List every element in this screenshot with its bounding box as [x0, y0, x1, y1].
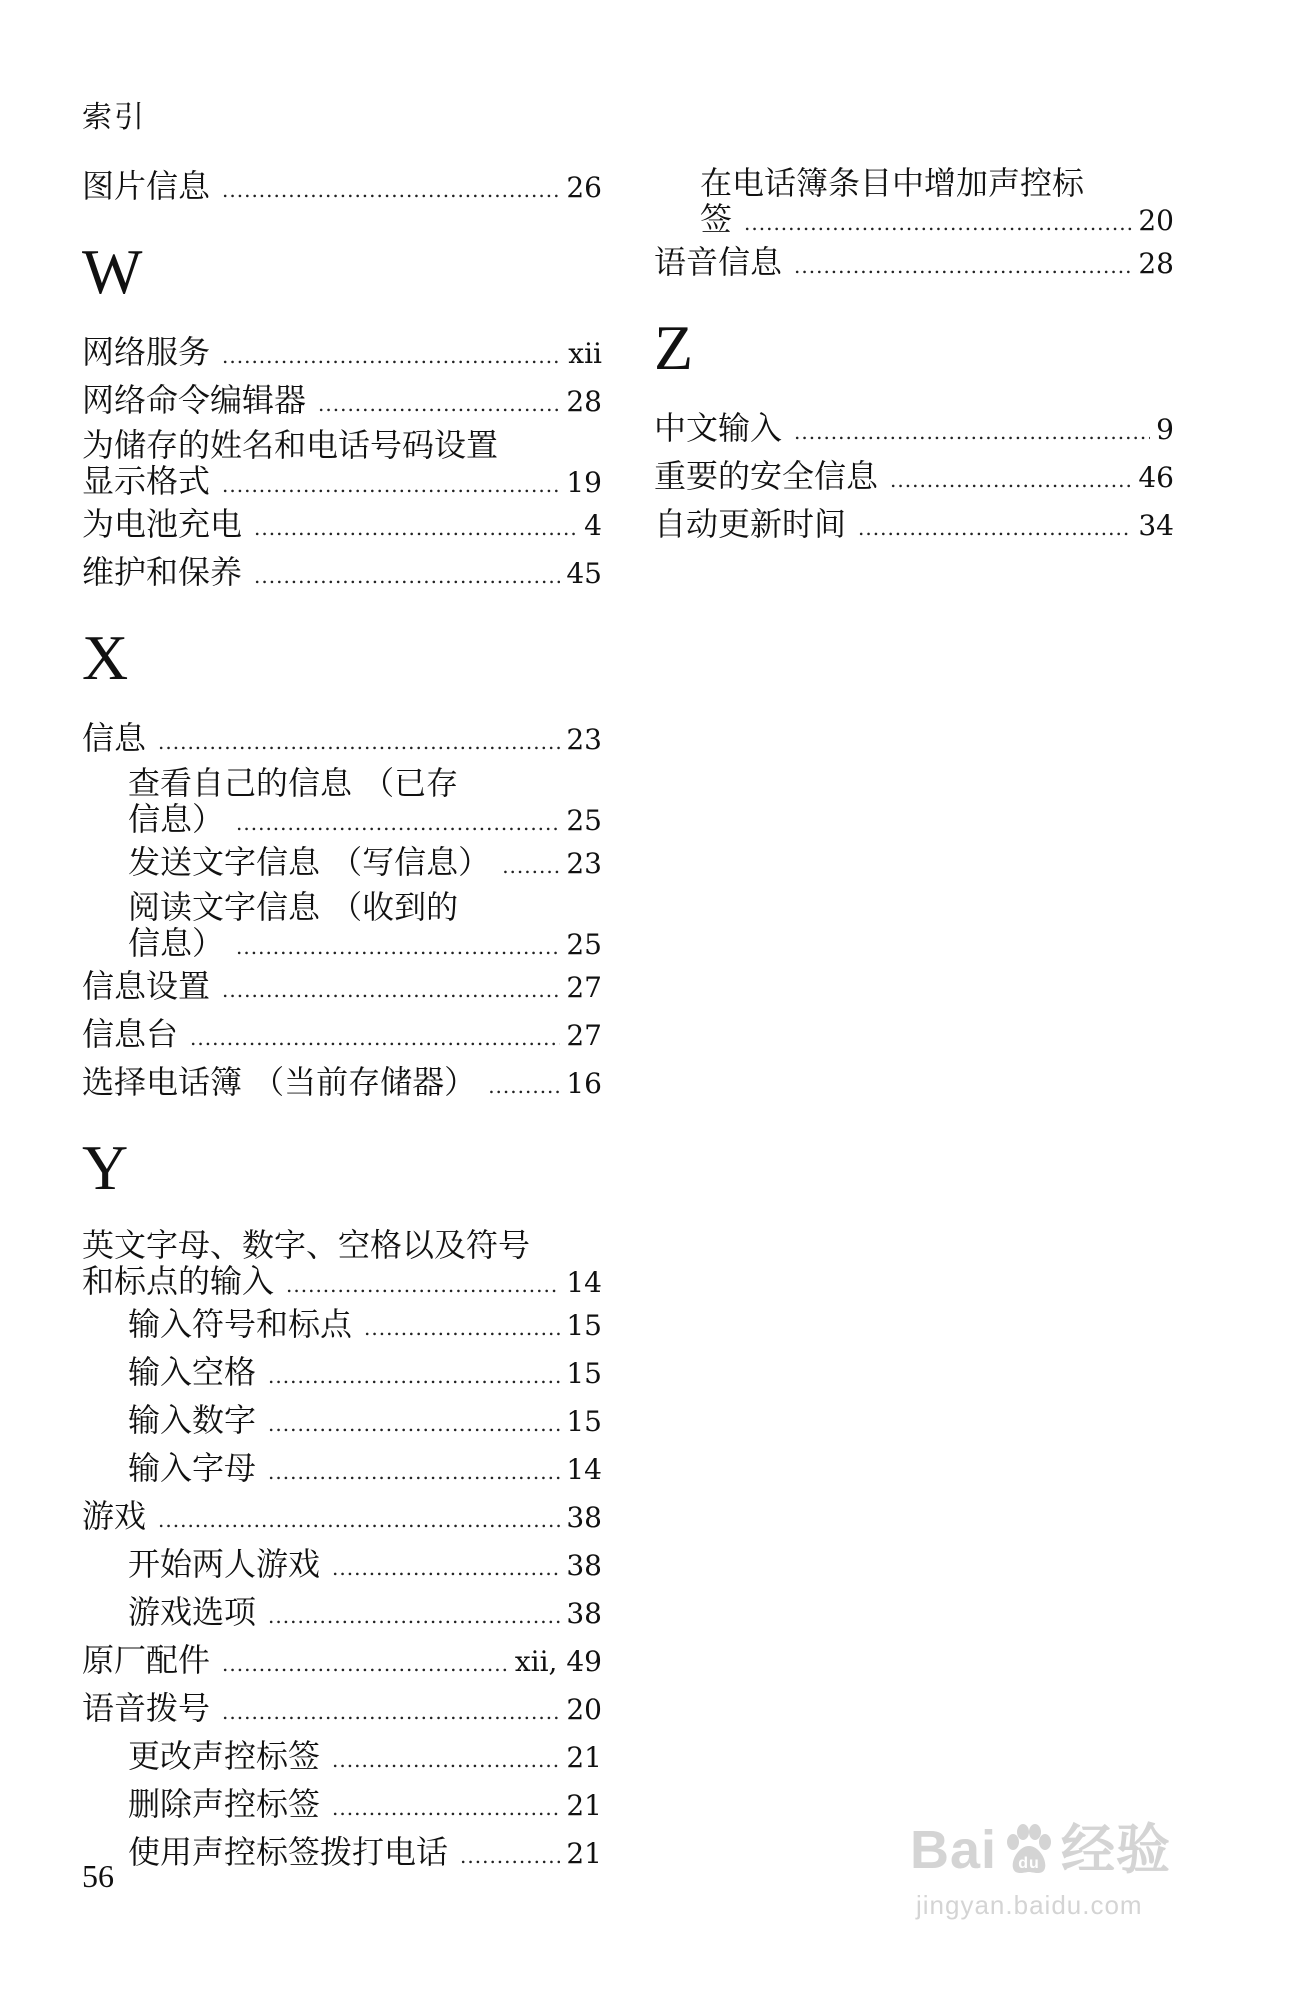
entry-label: 游戏选项 — [128, 1593, 257, 1631]
entry-label: 输入字母 — [128, 1449, 257, 1487]
entry-label: 信息台 — [82, 1015, 179, 1053]
watermark-logo-left: Bai — [910, 1820, 998, 1880]
index-subentry — [82, 764, 602, 840]
watermark-logo — [910, 1820, 1240, 1880]
entry-page-ref: 38 — [566, 1597, 602, 1630]
entry-label: 输入数字 — [128, 1401, 257, 1439]
entry-page-ref: 20 — [566, 1693, 602, 1726]
entry-label: 发送文字信息 （写信息） — [128, 843, 491, 881]
entry-page-ref: xii, 49 — [514, 1645, 602, 1678]
dot-leader — [158, 720, 560, 764]
entry-label: 开始两人游戏 — [128, 1545, 321, 1583]
index-subentry — [82, 888, 602, 964]
dot-leader — [222, 1642, 509, 1686]
entry-label: 信息） — [128, 924, 225, 962]
index-subentry — [82, 1350, 602, 1398]
entry-label: 选择电话簿 （当前存储器） — [82, 1063, 477, 1101]
entry-page-ref: 23 — [566, 847, 602, 880]
entry-page-ref: 28 — [1138, 247, 1174, 280]
entry-label: 游戏 — [82, 1497, 147, 1535]
entry-page-ref: 21 — [566, 1789, 602, 1822]
entry-page-ref: 46 — [1138, 461, 1174, 494]
dot-leader — [364, 1306, 560, 1350]
entry-label: 签 — [700, 200, 733, 238]
entry-page-ref: 14 — [566, 1453, 602, 1486]
dot-leader — [190, 1016, 560, 1060]
entry-label: 维护和保养 — [82, 553, 243, 591]
entry-label: 输入符号和标点 — [128, 1305, 353, 1343]
dot-leader — [502, 844, 560, 888]
index-entry — [654, 240, 1174, 288]
entry-label: 自动更新时间 — [654, 505, 847, 543]
entry-label: 使用声控标签拨打电话 — [128, 1833, 449, 1871]
dot-leader — [460, 1834, 560, 1878]
dot-leader — [222, 334, 562, 378]
index-entry — [654, 454, 1174, 502]
entry-label: 重要的安全信息 — [654, 457, 879, 495]
section-letter: Y — [82, 1132, 129, 1203]
dot-leader — [268, 1594, 560, 1638]
entry-page-ref: xii — [568, 337, 602, 370]
entry-page-ref: 25 — [566, 928, 602, 961]
section-letter: Z — [654, 312, 694, 383]
entry-label: 删除声控标签 — [128, 1785, 321, 1823]
index-entry — [82, 164, 602, 212]
dot-leader — [236, 806, 560, 840]
entry-page-ref: 4 — [584, 509, 602, 542]
entry-page-ref: 15 — [566, 1405, 602, 1438]
entry-label: 信息设置 — [82, 967, 211, 1005]
entry-label: 和标点的输入 — [82, 1262, 275, 1300]
entry-page-ref: 21 — [566, 1837, 602, 1870]
section-letter: X — [82, 622, 129, 693]
index-subentry — [82, 1734, 602, 1782]
dot-leader — [268, 1402, 560, 1446]
entry-label: 中文输入 — [654, 409, 783, 447]
dot-leader — [318, 382, 560, 426]
dot-leader — [268, 1450, 560, 1494]
dot-leader — [332, 1546, 560, 1590]
entry-page-ref: 16 — [566, 1067, 602, 1100]
entry-label: 为电池充电 — [82, 505, 243, 543]
baidu-paw-icon — [1001, 1822, 1057, 1878]
entry-page-ref: 23 — [566, 723, 602, 756]
dot-leader — [236, 930, 560, 964]
entry-label-line: 在电话簿条目中增加声控标 — [700, 164, 1085, 202]
index-entry — [82, 330, 602, 378]
dot-leader — [268, 1354, 560, 1398]
entry-label: 网络服务 — [82, 333, 211, 371]
index-subentry — [82, 840, 602, 888]
entry-label-line: 阅读文字信息 （收到的 — [128, 888, 459, 926]
entry-label: 显示格式 — [82, 462, 211, 500]
entry-label-line: 为储存的姓名和电话号码设置 — [82, 426, 499, 464]
entry-page-ref: 20 — [1138, 204, 1174, 237]
entry-label: 原厂配件 — [82, 1641, 211, 1679]
entry-page-ref: 45 — [566, 557, 602, 590]
dot-leader — [222, 168, 560, 212]
dot-leader — [158, 1498, 560, 1542]
index-subentry — [82, 1302, 602, 1350]
entry-page-ref: 38 — [566, 1549, 602, 1582]
index-subentry — [654, 164, 1174, 240]
entry-page-ref: 19 — [566, 466, 602, 499]
dot-leader — [488, 1064, 560, 1108]
index-column-left — [82, 164, 602, 1878]
entry-label: 语音信息 — [654, 243, 783, 281]
index-entry — [82, 378, 602, 426]
index-entry — [82, 1638, 602, 1686]
entry-label: 输入空格 — [128, 1353, 257, 1391]
dot-leader — [744, 206, 1132, 240]
page-header: 索引 — [82, 100, 146, 135]
dot-leader — [222, 1690, 560, 1734]
page-number: 56 — [82, 1858, 114, 1894]
index-subentry — [82, 1782, 602, 1830]
dot-leader — [794, 410, 1150, 454]
entry-label: 图片信息 — [82, 167, 211, 205]
dot-leader — [794, 244, 1132, 288]
entry-label-line: 英文字母、数字、空格以及符号 — [82, 1226, 531, 1264]
index-entry — [82, 1012, 602, 1060]
entry-page-ref: 14 — [566, 1266, 602, 1299]
index-subentry — [82, 1446, 602, 1494]
entry-label: 信息 — [82, 719, 147, 757]
entry-page-ref: 15 — [566, 1357, 602, 1390]
dot-leader — [254, 554, 560, 598]
entry-label-line: 查看自己的信息 （已存 — [128, 764, 459, 802]
entry-page-ref: 27 — [566, 1019, 602, 1052]
entry-page-ref: 38 — [566, 1501, 602, 1534]
entry-page-ref: 34 — [1138, 509, 1174, 542]
entry-label: 语音拨号 — [82, 1689, 211, 1727]
entry-page-ref: 9 — [1156, 413, 1174, 446]
index-subentry — [82, 1398, 602, 1446]
entry-page-ref: 15 — [566, 1309, 602, 1342]
entry-label: 更改声控标签 — [128, 1737, 321, 1775]
watermark — [910, 1820, 1240, 1970]
index-entry — [82, 550, 602, 598]
watermark-logo-right: 经验 — [1061, 1820, 1172, 1880]
svg-text:du: du — [1018, 1855, 1040, 1872]
index-entry — [82, 1494, 602, 1542]
dot-leader — [254, 506, 578, 550]
index-entry — [82, 1686, 602, 1734]
index-entry — [654, 502, 1174, 550]
dot-leader — [222, 468, 560, 502]
entry-page-ref: 25 — [566, 804, 602, 837]
index-entry — [82, 716, 602, 764]
index-subentry — [82, 1590, 602, 1638]
index-subentry — [82, 1830, 602, 1878]
watermark-url: jingyan.baidu.com — [916, 1890, 1143, 1920]
entry-page-ref: 27 — [566, 971, 602, 1004]
entry-page-ref: 26 — [566, 171, 602, 204]
entry-label: 信息） — [128, 800, 225, 838]
index-entry — [82, 502, 602, 550]
dot-leader — [890, 458, 1132, 502]
index-entry — [82, 1060, 602, 1108]
dot-leader — [222, 968, 560, 1012]
entry-label: 网络命令编辑器 — [82, 381, 307, 419]
dot-leader — [858, 506, 1132, 550]
index-entry — [82, 964, 602, 1012]
entry-page-ref: 21 — [566, 1741, 602, 1774]
dot-leader — [332, 1786, 560, 1830]
index-entry — [82, 426, 602, 502]
dot-leader — [286, 1268, 560, 1302]
section-letter: W — [82, 236, 143, 307]
index-column-right — [654, 164, 1174, 550]
index-entry — [82, 1226, 602, 1302]
index-entry — [654, 406, 1174, 454]
entry-page-ref: 28 — [566, 385, 602, 418]
index-subentry — [82, 1542, 602, 1590]
dot-leader — [332, 1738, 560, 1782]
